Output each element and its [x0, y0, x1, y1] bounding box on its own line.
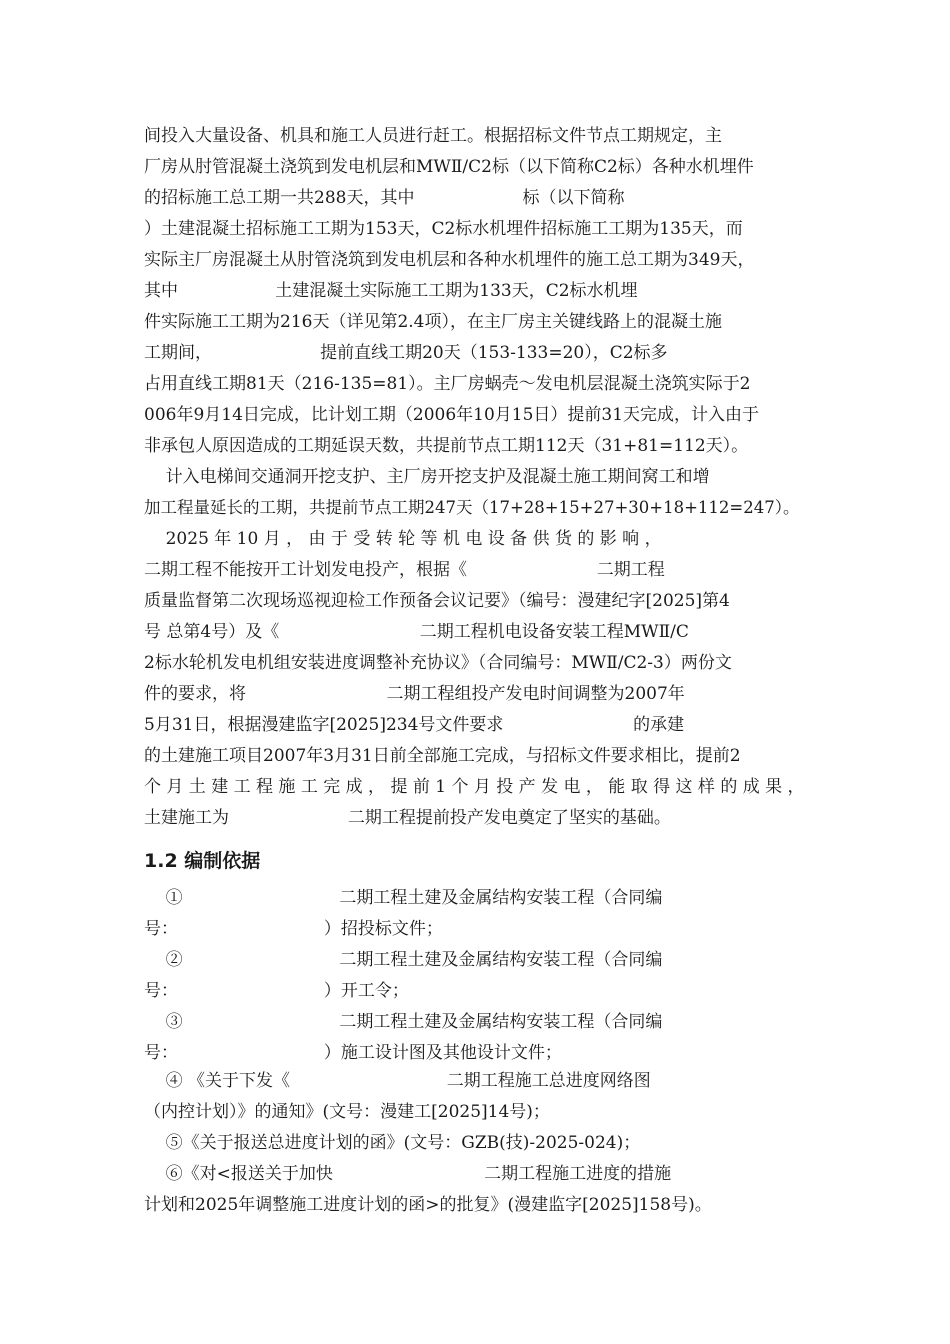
body-text-line: 土建施工为 二期工程提前投产发电奠定了坚实的基础。 [144, 808, 671, 828]
body-text-line: 厂房从肘管混凝土浇筑到发电机层和MWⅡ/C2标（以下简称C2标）各种水机埋件 [144, 157, 754, 177]
body-text-line: 质量监督第二次现场巡视迎检工作预备会议记要》（编号：漫建纪字[2025]第4 [144, 591, 730, 611]
basis-list-line: ③ 二期工程土建及金属结构安装工程（合同编 [144, 1012, 663, 1032]
body-text-line: 计入电梯间交通洞开挖支护、主厂房开挖支护及混凝土施工期间窝工和增 [144, 467, 710, 487]
basis-list-line: 号： ）施工设计图及其他设计文件； [144, 1043, 562, 1063]
body-text-line: 加工程量延长的工期，共提前节点工期247天（17+28+15+27+30+18+112=247）。 [144, 498, 800, 517]
section-heading: 1.2 编制依据 [144, 850, 261, 872]
body-text-line: 工期间， 提前直线工期20天（153-133=20），C2标多 [144, 343, 668, 363]
body-text-line: 个 月 土 建 工 程 施 工 完 成 ， 提 前 1 个 月 投 产 发 电 ， 能 取 得 这 样 的 成 果 ， [144, 777, 805, 797]
body-text-line: 的土建施工项目2007年3月31日前全部施工完成，与招标文件要求相比，提前2 [144, 746, 741, 766]
basis-list-line: （内控计划）》的通知》(文号：漫建工[2025]14号)； [144, 1102, 550, 1122]
body-text-line: 间投入大量设备、机具和施工人员进行赶工。根据招标文件节点工期规定，主 [144, 126, 722, 146]
body-text-line: 二期工程不能按开工计划发电投产，根据《 二期工程 [144, 560, 665, 580]
body-text-line: 006年9月14日完成，比计划工期（2006年10月15日）提前31天完成，计入由于 [144, 405, 760, 425]
body-text-line: 号 总第4号）及《 二期工程机电设备安装工程MWⅡ/C [144, 622, 689, 642]
body-text-line: 的招标施工总工期一共288天，其中 标（以下简称 [144, 188, 625, 208]
body-text-line: 非承包人原因造成的工期延误天数，共提前节点工期112天（31+81=112天）。 [144, 436, 749, 456]
basis-list-line: 计划和2025年调整施工进度计划的函>的批复》(漫建监字[2025]158号)。 [144, 1195, 712, 1215]
body-text-line: 件实际施工工期为216天（详见第2.4项），在主厂房主关键线路上的混凝土施 [144, 312, 722, 332]
body-text-line: 件的要求，将 二期工程组投产发电时间调整为2007年 [144, 684, 685, 704]
basis-list-line: 号： ）招投标文件； [144, 919, 443, 939]
body-text-line: 2标水轮机发电机组安装进度调整补充协议》（合同编号：MWⅡ/C2-3）两份文 [144, 653, 732, 673]
body-text-line: 2025 年 10 月 ， 由 于 受 转 轮 等 机 电 设 备 供 货 的 影 响 ， [144, 529, 662, 549]
basis-list-line: ⑥《对<报送关于加快 二期工程施工进度的措施 [144, 1164, 672, 1184]
body-text-line: 占用直线工期81天（216-135=81）。主厂房蜗壳～发电机层混凝土浇筑实际于2 [144, 374, 751, 394]
body-text-line: 5月31日，根据漫建监字[2025]234号文件要求 的承建 [144, 715, 685, 735]
basis-list-line: ② 二期工程土建及金属结构安装工程（合同编 [144, 950, 663, 970]
basis-list-line: 号： ）开工令； [144, 981, 409, 1001]
basis-list-line: ⑤《关于报送总进度计划的函》(文号：GZB(技)-2025-024)； [144, 1133, 641, 1153]
body-text-line: 其中 土建混凝土实际施工工期为133天，C2标水机埋 [144, 281, 638, 301]
basis-list-line: ④ 《关于下发《 二期工程施工总进度网络图 [144, 1071, 651, 1091]
body-text-line: ）土建混凝土招标施工工期为153天，C2标水机埋件招标施工工期为135天，而 [144, 219, 743, 239]
basis-list-line: ① 二期工程土建及金属结构安装工程（合同编 [144, 888, 663, 908]
body-text-line: 实际主厂房混凝土从肘管浇筑到发电机层和各种水机埋件的施工总工期为349天， [144, 250, 755, 270]
